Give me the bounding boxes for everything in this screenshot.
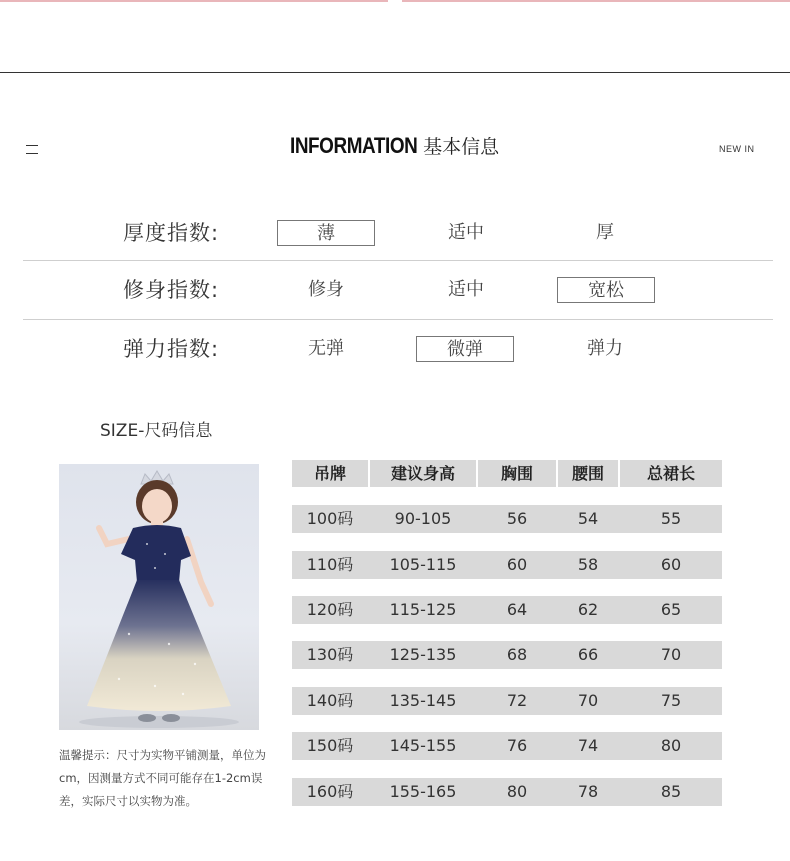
table-row: [292, 505, 722, 533]
table-cell: 85: [660, 782, 682, 801]
table-row: [292, 596, 722, 624]
table-cell: 125-135: [389, 645, 457, 664]
thickness-index-row: [0, 218, 790, 258]
index-label: 修身指数:: [123, 278, 220, 302]
table-cell: 140码: [306, 691, 354, 710]
table-header-length: 总裙长: [620, 460, 722, 487]
index-option: 适中: [448, 279, 484, 300]
table-cell: 145-155: [389, 736, 457, 755]
table-header-tag: 吊牌: [292, 460, 368, 487]
table-cell: 64: [506, 600, 528, 619]
table-cell: 75: [660, 691, 682, 710]
index-option: 弹力: [587, 338, 623, 359]
new-in-label: NEW IN: [719, 144, 755, 154]
table-cell: 160码: [306, 782, 354, 801]
measurement-note: 温馨提示：尺寸为实物平铺测量，单位为cm，因测量方式不同可能存在1-2cm误差，实际尺寸以实物为准。: [59, 748, 266, 808]
table-row: [292, 732, 722, 760]
table-cell: 80: [506, 782, 528, 801]
table-cell: 120码: [306, 600, 354, 619]
table-cell: 105-115: [389, 555, 457, 574]
top-accent-line-left: [0, 0, 388, 2]
index-option: 修身: [308, 279, 344, 300]
index-label: 厚度指数:: [123, 221, 220, 245]
section-title-en: INFORMATION: [290, 133, 418, 158]
fit-index-row: [0, 275, 790, 315]
table-cell: 115-125: [389, 600, 457, 619]
table-cell: 66: [577, 645, 599, 664]
table-cell: 72: [506, 691, 528, 710]
table-cell: 76: [506, 736, 528, 755]
row-divider: [23, 319, 773, 320]
index-label: 弹力指数:: [123, 337, 220, 361]
table-cell: 54: [577, 509, 599, 528]
row-divider: [23, 260, 773, 261]
top-accent-line-right: [402, 0, 790, 2]
table-cell: 78: [577, 782, 599, 801]
table-cell: 100码: [306, 509, 354, 528]
table-row: [292, 778, 722, 806]
table-cell: 80: [660, 736, 682, 755]
table-cell: 130码: [306, 645, 354, 664]
table-row: [292, 551, 722, 579]
index-option: 无弹: [308, 338, 344, 359]
girl-in-dress-illustration: [59, 464, 259, 730]
table-cell: 155-165: [389, 782, 457, 801]
table-cell: 55: [660, 509, 682, 528]
table-row: [292, 641, 722, 669]
table-header-waist: 腰围: [558, 460, 618, 487]
table-cell: 68: [506, 645, 528, 664]
table-cell: 90-105: [394, 509, 452, 528]
table-cell: 110码: [306, 555, 354, 574]
table-cell: 74: [577, 736, 599, 755]
table-cell: 62: [577, 600, 599, 619]
section-title: [290, 130, 499, 162]
table-cell: 135-145: [389, 691, 457, 710]
table-cell: 150码: [306, 736, 354, 755]
product-photo: [59, 464, 259, 730]
table-header-chest: 胸围: [478, 460, 556, 487]
table-header-height: 建议身高: [370, 460, 476, 487]
elasticity-index-row: [0, 334, 790, 374]
section-title-cn: 基本信息: [423, 136, 500, 158]
menu-mark-icon: [26, 145, 38, 154]
table-row: [292, 687, 722, 715]
header-divider: [0, 72, 790, 73]
table-cell: 70: [577, 691, 599, 710]
table-cell: 70: [660, 645, 682, 664]
table-cell: 60: [660, 555, 682, 574]
table-cell: 58: [577, 555, 599, 574]
table-cell: 65: [660, 600, 682, 619]
index-option-selected: 微弹: [416, 336, 514, 362]
index-option: 适中: [448, 222, 484, 243]
table-cell: 60: [506, 555, 528, 574]
index-option: 厚: [596, 222, 614, 243]
index-option-selected: 薄: [277, 220, 375, 246]
table-cell: 56: [506, 509, 528, 528]
index-option-selected: 宽松: [557, 277, 655, 303]
size-section-title: SIZE-尺码信息: [100, 421, 213, 441]
